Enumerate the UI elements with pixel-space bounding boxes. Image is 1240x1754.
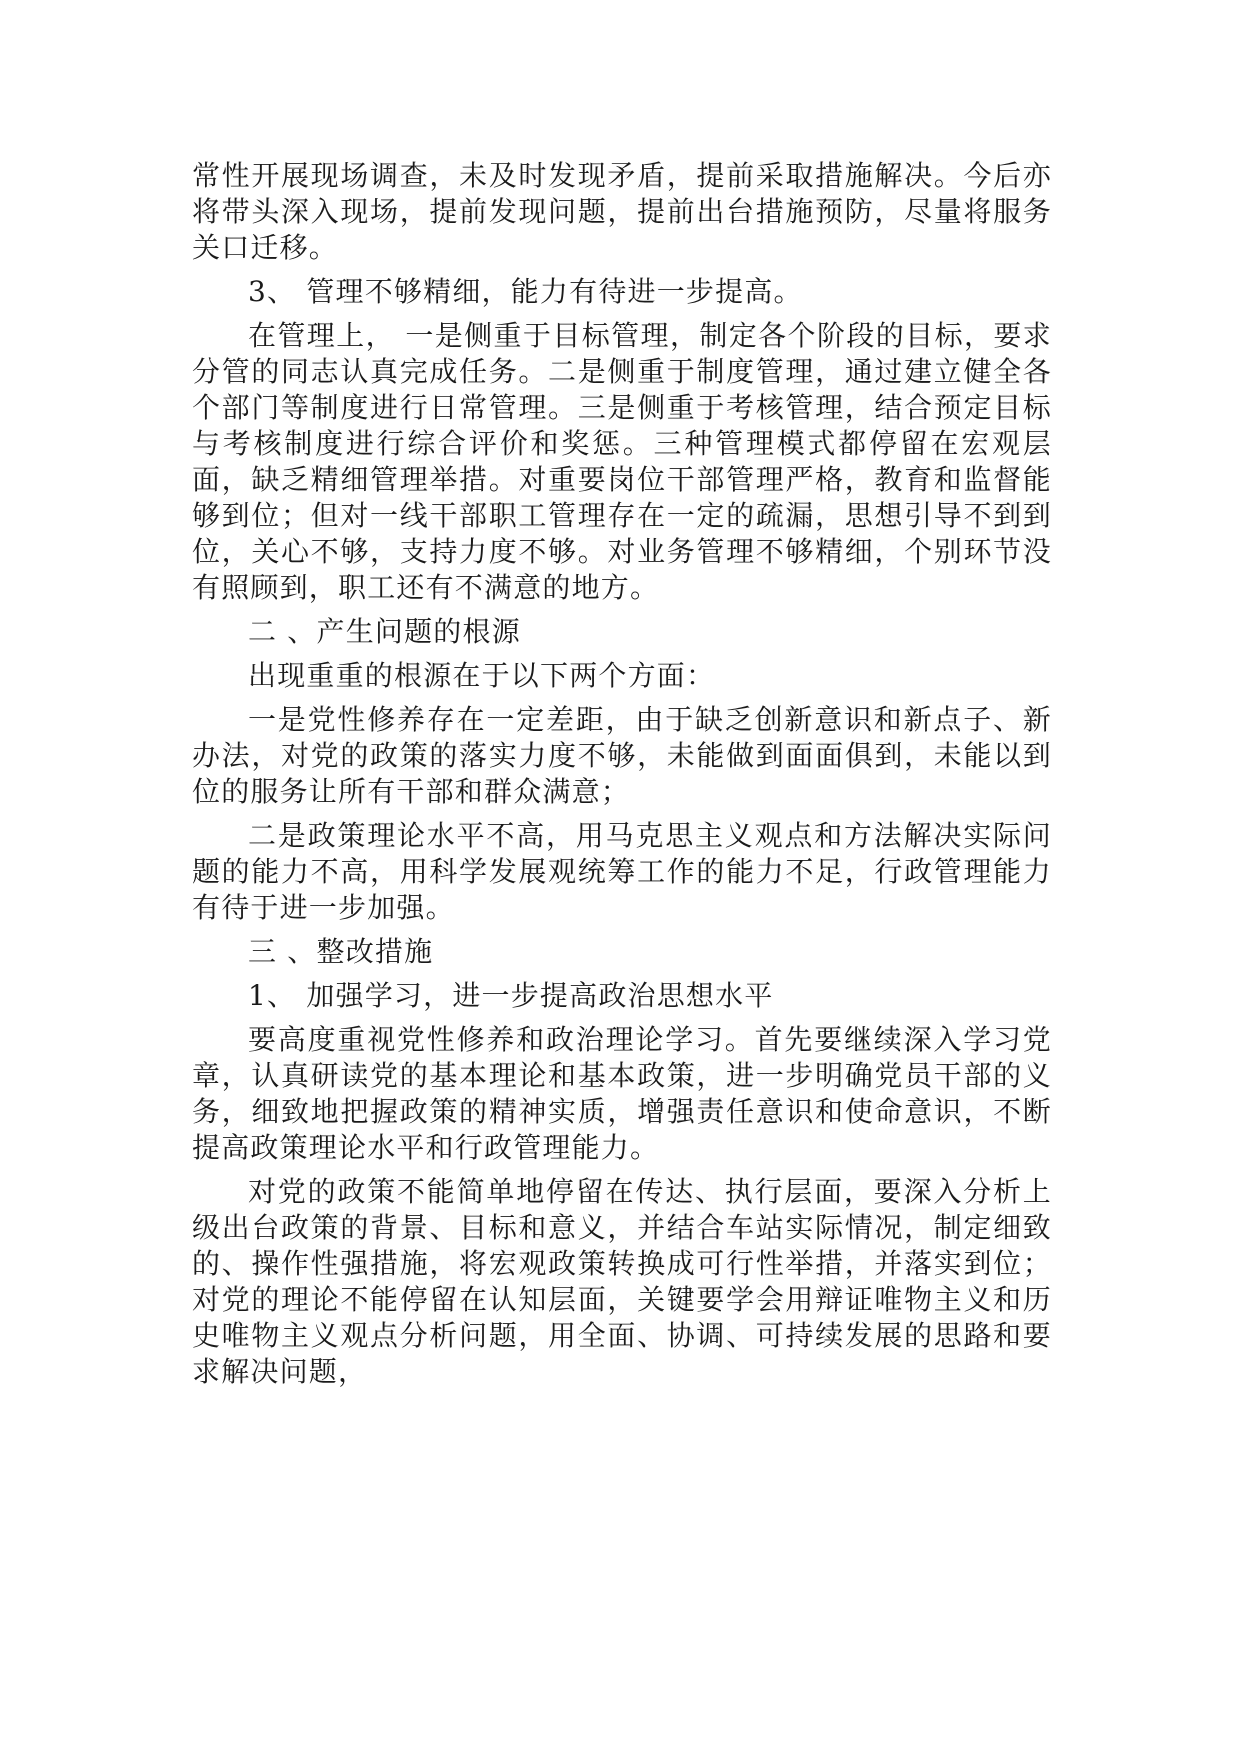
- paragraph-root-cause-intro: 出现重重的根源在于以下两个方面：: [248, 659, 716, 692]
- paragraph-management: 在管理上， 一是侧重于目标管理，制定各个阶段的目标，要求分管的同志认真完成任务。二是侧重于制度管理，通过建立健全各个部门等制度进行日常管理。三是侧重于考核管理，结合预定目标与考核制度进行综合评价和奖惩。三种管理模式都停留在宏观层面，缺乏精细管理举措。对重要岗位干部管理严格，教育和监督能够到位；但对一线干部职工管理存在一定的疏漏，思想引导不到到位，关心不够，支持力度不够。对业务管理不够精细，个别环节没有照顾到，职工还有不满意的地方。: [192, 319, 1052, 604]
- paragraph-continuation: 常性开展现场调查，未及时发现矛盾，提前采取措施解决。今后亦将带头深入现场，提前发现问题，提前出台措施预防，尽量将服务关口迁移。: [192, 159, 1052, 264]
- section-heading-root-cause: 二 、产生问题的根源: [248, 615, 521, 648]
- section-heading-1-study: 1、 加强学习，进一步提高政治思想水平: [248, 979, 774, 1012]
- paragraph-root-cause-2: 二是政策理论水平不高，用马克思主义观点和方法解决实际问题的能力不高，用科学发展观统筹工作的能力不足，行政管理能力有待于进一步加强。: [192, 819, 1052, 924]
- section-heading-3: 3、 管理不够精细，能力有待进一步提高。: [248, 275, 803, 308]
- section-heading-rectification: 三 、整改措施: [248, 935, 434, 968]
- document-page: [192, 158, 1052, 1398]
- paragraph-root-cause-1: 一是党性修养存在一定差距，由于缺乏创新意识和新点子、新办法，对党的政策的落实力度不够，未能做到面面俱到，未能以到位的服务让所有干部和群众满意；: [192, 703, 1052, 808]
- paragraph-study: 要高度重视党性修养和政治理论学习。首先要继续深入学习党章，认真研读党的基本理论和基本政策，进一步明确党员干部的义务，细致地把握政策的精神实质，增强责任意识和使命意识，不断提高政策理论水平和行政管理能力。: [192, 1023, 1052, 1164]
- paragraph-policy: 对党的政策不能简单地停留在传达、执行层面，要深入分析上级出台政策的背景、目标和意义，并结合车站实际情况，制定细致的、操作性强措施，将宏观政策转换成可行性举措，并落实到位；对党的理论不能停留在认知层面，关键要学会用辩证唯物主义和历史唯物主义观点分析问题，用全面、协调、可持续发展的思路和要求解决问题，: [192, 1175, 1052, 1388]
